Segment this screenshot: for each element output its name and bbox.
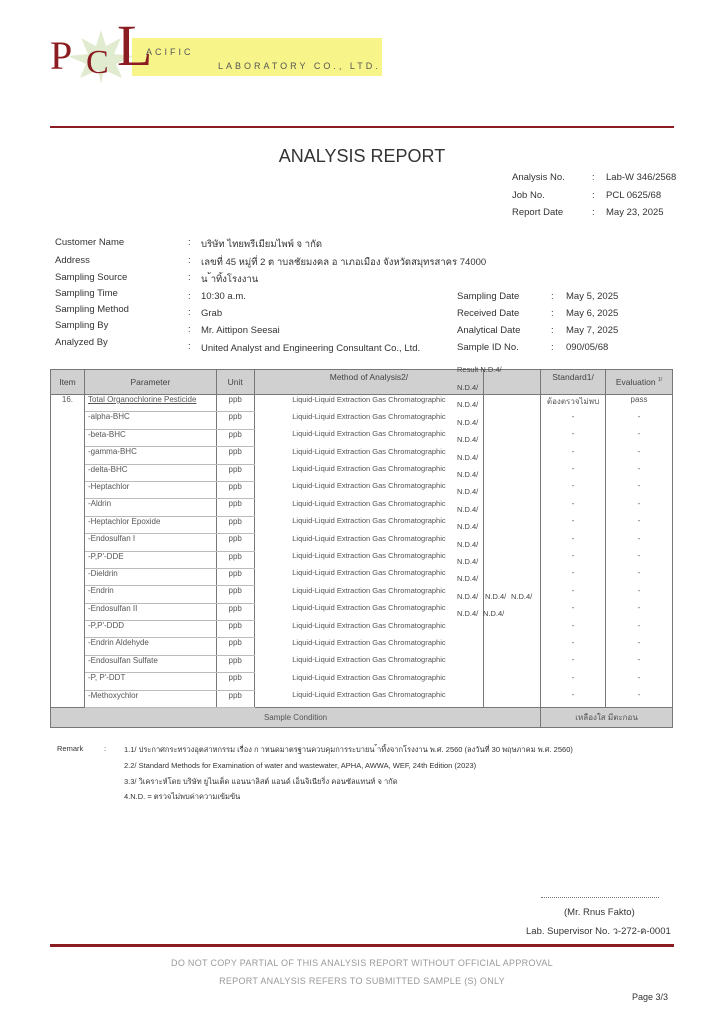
col-header-unit: Unit [216, 370, 254, 395]
meta-label: Analysis No. [512, 172, 565, 183]
cell-item [51, 499, 85, 516]
cell-parameter: -beta-BHC [84, 429, 216, 446]
cell-standard: - [541, 586, 606, 603]
nd-marker: N.D.4/ [457, 591, 479, 601]
cell-evaluation: - [606, 638, 673, 655]
nd-marker: N.D.4/ [457, 609, 479, 619]
field-value: 10:30 a.m. [201, 291, 246, 302]
cell-method: Liquid-Liquid Extraction Gas Chromatographic [254, 673, 484, 690]
cell-method: Liquid-Liquid Extraction Gas Chromatographic [254, 429, 484, 446]
cell-evaluation: - [606, 673, 673, 690]
signature-line [541, 897, 659, 898]
table-row [51, 481, 673, 498]
cell-unit: ppb [216, 447, 254, 464]
cell-standard: - [541, 603, 606, 620]
meta-value: PCL 0625/68 [606, 190, 662, 201]
colon: : [188, 324, 191, 335]
field-label: Sampling By [55, 320, 109, 331]
table-row [51, 586, 673, 603]
cell-result [484, 534, 541, 551]
nd-marker: N.D.4/ [457, 539, 479, 549]
cell-parameter: -Endrin Aldehyde [84, 638, 216, 655]
cell-item [51, 621, 85, 638]
cell-evaluation: - [606, 499, 673, 516]
cell-item [51, 568, 85, 585]
cell-item: 16. [51, 395, 85, 412]
footer-rule [50, 944, 674, 947]
table-row [51, 395, 673, 412]
table-row [51, 638, 673, 655]
cell-evaluation: - [606, 429, 673, 446]
cell-evaluation: - [606, 603, 673, 620]
colon: : [188, 255, 191, 266]
table-row [51, 568, 673, 585]
cell-item [51, 551, 85, 568]
cell-evaluation: - [606, 551, 673, 568]
cell-item [51, 638, 85, 655]
cell-evaluation: - [606, 586, 673, 603]
nd-marker: N.D.4/ [483, 609, 505, 619]
cell-method: Liquid-Liquid Extraction Gas Chromatographic [254, 690, 484, 707]
colon: : [551, 308, 554, 319]
field-label: Sampling Source [55, 272, 128, 283]
table-row [51, 621, 673, 638]
col-header-item: Item [51, 370, 85, 395]
cell-method: Liquid-Liquid Extraction Gas Chromatographic [254, 603, 484, 620]
nd-marker: N.D.4/ [485, 591, 507, 601]
page-title: ANALYSIS REPORT [278, 146, 446, 166]
cell-unit: ppb [216, 673, 254, 690]
cell-result [484, 551, 541, 568]
field-label: Analyzed By [55, 337, 108, 348]
remark-item: 4.N.D. = ตรวจไม่พบค่าความเข้มข้น [124, 792, 241, 801]
logo-letter-c: C [86, 44, 109, 81]
table-row [51, 429, 673, 446]
cell-standard: - [541, 516, 606, 533]
colon: : [551, 325, 554, 336]
cell-evaluation: - [606, 464, 673, 481]
nd-marker: N.D.4/ [457, 383, 479, 392]
meta-value: Lab-W 346/2568 [606, 172, 677, 183]
field-label: Analytical Date [457, 325, 521, 336]
field-value: May 7, 2025 [566, 325, 619, 336]
table-row [51, 447, 673, 464]
cell-item [51, 464, 85, 481]
cell-evaluation: - [606, 568, 673, 585]
table-row [51, 534, 673, 551]
cell-result [484, 568, 541, 585]
cell-parameter: -Heptachlor [84, 481, 216, 498]
cell-result [484, 638, 541, 655]
cell-parameter: -gamma-BHC [84, 447, 216, 464]
cell-item [51, 603, 85, 620]
cell-item [51, 586, 85, 603]
nd-marker: N.D.4/ [511, 591, 533, 601]
results-table [50, 369, 673, 728]
cell-standard: - [541, 481, 606, 498]
field-label: Sample ID No. [457, 342, 519, 353]
cell-parameter: -P, P'-DDT [84, 673, 216, 690]
cell-method: Liquid-Liquid Extraction Gas Chromatographic [254, 534, 484, 551]
field-value: Mr. Aittipon Seesai [201, 325, 280, 336]
cell-standard: - [541, 499, 606, 516]
cell-parameter: -Methoxychlor [84, 690, 216, 707]
cell-standard: - [541, 412, 606, 429]
col-header-standard: Standard1/ [541, 370, 606, 395]
nd-marker: N.D.4/ [457, 435, 479, 445]
cell-standard: - [541, 534, 606, 551]
signatory-position: Lab. Supervisor No. ว-272-ค-0001 [526, 926, 671, 937]
cell-unit: ppb [216, 516, 254, 533]
logo-text-laboratory: LABORATORY CO., LTD. [218, 61, 381, 71]
cell-parameter: -Aldrin [84, 499, 216, 516]
evaluation-label: Evaluation [615, 377, 656, 387]
field-value: เลขที่ 45 หมู่ที่ 2 ต าบลชัยมงคล อ าเภอเมือง จังหวัดสมุทรสาคร 74000 [201, 257, 487, 268]
field-value: 090/05/68 [566, 342, 609, 353]
table-header [51, 370, 673, 395]
customer-info [55, 237, 495, 357]
cell-standard: ต้องตรวจไม่พบ [541, 395, 606, 412]
cell-item [51, 690, 85, 707]
cell-result [484, 516, 541, 533]
cell-parameter: -alpha-BHC [84, 412, 216, 429]
col-header-method: Method of Analysis2/ [254, 370, 484, 395]
colon: : [551, 342, 554, 353]
meta-value: May 23, 2025 [606, 207, 664, 218]
evaluation-sup: 1/ [657, 377, 663, 384]
cell-item [51, 516, 85, 533]
sample-condition-row [51, 708, 673, 728]
table-row [51, 412, 673, 429]
cell-parameter: Total Organochlorine Pesticide [84, 395, 216, 412]
cell-evaluation: pass [606, 395, 673, 412]
meta-label: Job No. [512, 190, 545, 201]
table-row [51, 655, 673, 672]
cell-item [51, 412, 85, 429]
cell-unit: ppb [216, 586, 254, 603]
footer-notice-2: REPORT ANALYSIS REFERS TO SUBMITTED SAMPLE (S) ONLY [219, 976, 505, 986]
cell-unit: ppb [216, 534, 254, 551]
cell-method: Liquid-Liquid Extraction Gas Chromatographic [254, 551, 484, 568]
field-label: Sampling Method [55, 304, 129, 315]
logo-text-pacific: ACIFIC [146, 47, 194, 57]
cell-result [484, 395, 541, 412]
field-value: บริษัท ไทยพรีเมียมไพพ์ จ ากัด [201, 239, 323, 250]
cell-method: Liquid-Liquid Extraction Gas Chromatographic [254, 395, 484, 412]
table-body [51, 395, 673, 708]
cell-method: Liquid-Liquid Extraction Gas Chromatographic [254, 655, 484, 672]
cell-method: Liquid-Liquid Extraction Gas Chromatographic [254, 568, 484, 585]
nd-marker: N.D.4/ [457, 470, 479, 479]
colon: : [188, 291, 191, 302]
date-info [457, 291, 657, 361]
colon: : [104, 744, 107, 753]
cell-parameter: -delta-BHC [84, 464, 216, 481]
cell-unit: ppb [216, 481, 254, 498]
remark-item: 1.1/ ประกาศกระทรวงอุตสาหกรรม เรื่อง ก าหนดมาตรฐานควบคุมการระบายน ้าทิ้งจากโรงงาน พ.ศ. 2560 (ลงวันที่ 30 พฤษภาคม พ.ศ. 2560) [124, 745, 573, 754]
footer-notice-1: DO NOT COPY PARTIAL OF THIS ANALYSIS REPORT WITHOUT OFFICIAL APPROVAL [171, 958, 553, 968]
cell-parameter: -P,P'-DDD [84, 621, 216, 638]
sample-condition-label: Sample Condition [51, 708, 541, 728]
cell-result [484, 690, 541, 707]
cell-unit: ppb [216, 568, 254, 585]
cell-evaluation: - [606, 655, 673, 672]
remark-label: Remark [57, 744, 84, 753]
cell-item [51, 534, 85, 551]
cell-result [484, 621, 541, 638]
cell-standard: - [541, 655, 606, 672]
cell-parameter: -Endosulfan I [84, 534, 216, 551]
table-row [51, 464, 673, 481]
cell-standard: - [541, 568, 606, 585]
field-label: Received Date [457, 308, 520, 319]
table-row [51, 690, 673, 707]
cell-result [484, 429, 541, 446]
cell-method: Liquid-Liquid Extraction Gas Chromatographic [254, 621, 484, 638]
nd-marker: N.D.4/ [457, 417, 479, 427]
cell-unit: ppb [216, 499, 254, 516]
cell-parameter: -Endosulfan II [84, 603, 216, 620]
result-header-overflow: Result N.D.4/ [457, 365, 502, 374]
cell-method: Liquid-Liquid Extraction Gas Chromatographic [254, 638, 484, 655]
cell-parameter: -Endrin [84, 586, 216, 603]
cell-parameter: -P,P'-DDE [84, 551, 216, 568]
cell-parameter: -Endosulfan Sulfate [84, 655, 216, 672]
cell-method: Liquid-Liquid Extraction Gas Chromatographic [254, 516, 484, 533]
colon: : [592, 172, 595, 183]
colon: : [188, 237, 191, 248]
field-label: Customer Name [55, 237, 125, 248]
nd-marker: N.D.4/ [457, 574, 479, 584]
cell-item [51, 481, 85, 498]
cell-result [484, 481, 541, 498]
field-label: Address [55, 255, 90, 266]
table-row [51, 551, 673, 568]
cell-standard: - [541, 621, 606, 638]
cell-item [51, 429, 85, 446]
cell-evaluation: - [606, 447, 673, 464]
cell-unit: ppb [216, 551, 254, 568]
colon: : [188, 341, 191, 352]
cell-unit: ppb [216, 621, 254, 638]
cell-unit: ppb [216, 603, 254, 620]
cell-standard: - [541, 638, 606, 655]
cell-standard: - [541, 464, 606, 481]
page-number: Page 3/3 [632, 992, 669, 1002]
table-row [51, 603, 673, 620]
colon: : [551, 291, 554, 302]
cell-result [484, 447, 541, 464]
cell-evaluation: - [606, 534, 673, 551]
col-header-evaluation [606, 370, 673, 395]
logo-letter-l: L [117, 13, 153, 78]
cell-unit: ppb [216, 690, 254, 707]
col-header-parameter: Parameter [84, 370, 216, 395]
remark-item: 3.3/ วิเคราะห์โดย บริษัท ยูไนเต็ด แอนนาลิสต์ แอนด์ เอ็นจิเนียริ่ง คอนซัลแทนท์ จ ากัด [124, 777, 398, 786]
cell-parameter: -Heptachlor Epoxide [84, 516, 216, 533]
cell-method: Liquid-Liquid Extraction Gas Chromatographic [254, 481, 484, 498]
table-row [51, 516, 673, 533]
cell-unit: ppb [216, 655, 254, 672]
cell-evaluation: - [606, 621, 673, 638]
cell-standard: - [541, 690, 606, 707]
cell-unit: ppb [216, 412, 254, 429]
cell-evaluation: - [606, 412, 673, 429]
cell-evaluation: - [606, 481, 673, 498]
cell-standard: - [541, 673, 606, 690]
logo-letter-p: P [50, 33, 74, 78]
field-label: Sampling Time [55, 288, 118, 299]
colon: : [592, 207, 595, 218]
nd-marker: N.D.4/ [457, 452, 479, 462]
cell-method: Liquid-Liquid Extraction Gas Chromatographic [254, 412, 484, 429]
nd-marker: N.D.4/ [457, 504, 479, 514]
nd-marker: N.D.4/ [457, 522, 479, 532]
field-value: น ้าทิ้งโรงงาน [201, 274, 259, 285]
colon: : [188, 307, 191, 318]
cell-item [51, 655, 85, 672]
cell-unit: ppb [216, 464, 254, 481]
header-rule [50, 126, 674, 128]
cell-method: Liquid-Liquid Extraction Gas Chromatographic [254, 447, 484, 464]
table-row [51, 499, 673, 516]
field-value: May 5, 2025 [566, 291, 619, 302]
nd-marker: N.D.4/ [457, 487, 479, 497]
table-row [51, 673, 673, 690]
cell-result [484, 412, 541, 429]
cell-standard: - [541, 447, 606, 464]
cell-item [51, 673, 85, 690]
signatory-name: (Mr. Rnus Fakto) [564, 907, 635, 918]
cell-result [484, 673, 541, 690]
cell-result [484, 464, 541, 481]
field-value: Grab [201, 308, 223, 319]
cell-method: Liquid-Liquid Extraction Gas Chromatographic [254, 464, 484, 481]
cell-unit: ppb [216, 638, 254, 655]
field-value: United Analyst and Engineering Consultant Co., Ltd. [201, 343, 421, 354]
cell-result [484, 499, 541, 516]
field-value: May 6, 2025 [566, 308, 619, 319]
cell-method: Liquid-Liquid Extraction Gas Chromatographic [254, 586, 484, 603]
cell-method: Liquid-Liquid Extraction Gas Chromatographic [254, 499, 484, 516]
cell-unit: ppb [216, 395, 254, 412]
cell-unit: ppb [216, 429, 254, 446]
cell-result [484, 655, 541, 672]
cell-evaluation: - [606, 690, 673, 707]
nd-marker: N.D.4/ [457, 400, 479, 410]
cell-item [51, 447, 85, 464]
cell-standard: - [541, 429, 606, 446]
cell-parameter: -Dieldrin [84, 568, 216, 585]
cell-evaluation: - [606, 516, 673, 533]
field-label: Sampling Date [457, 291, 520, 302]
colon: : [592, 190, 595, 201]
sample-condition-value: เหลืองใส มีตะกอน [541, 708, 673, 728]
meta-label: Report Date [512, 207, 564, 218]
colon: : [188, 272, 191, 283]
remark-item: 2.2/ Standard Methods for Examination of water and wastewater, APHA, AWWA, WEF, 24th Edition (2023) [124, 761, 477, 770]
cell-standard: - [541, 551, 606, 568]
nd-marker: N.D.4/ [457, 557, 479, 566]
